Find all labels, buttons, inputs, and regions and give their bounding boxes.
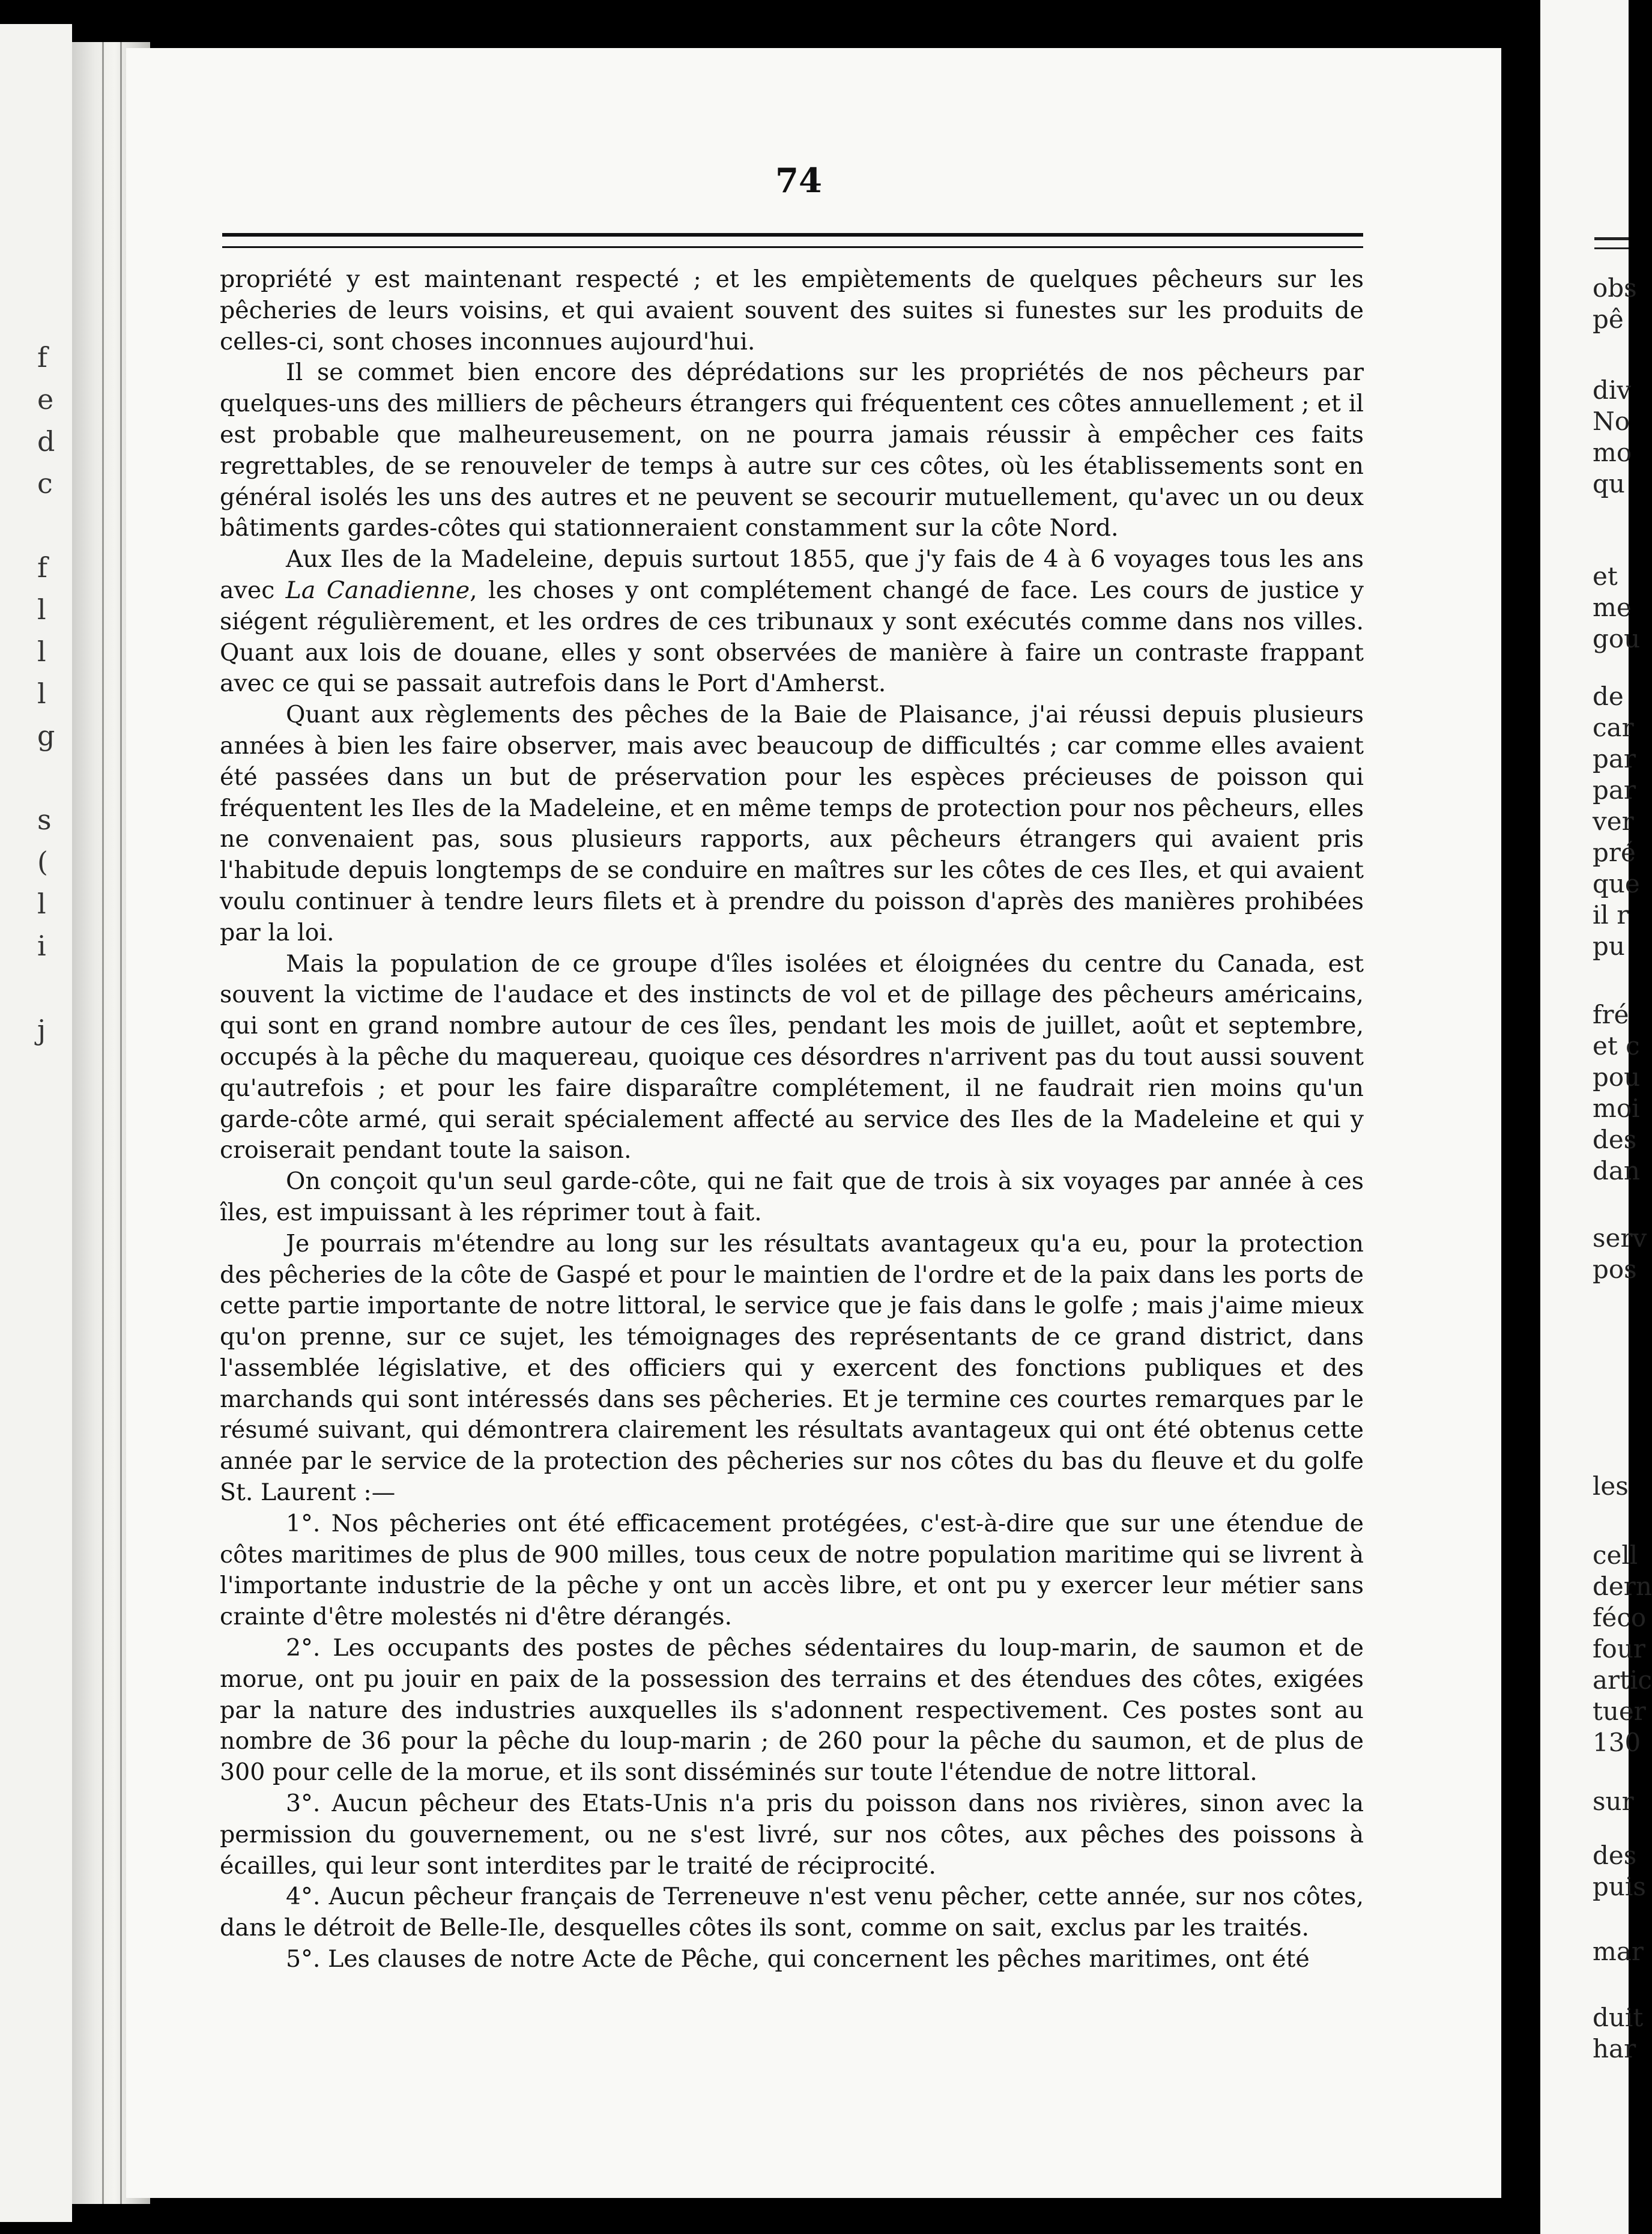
- margin-letter: f: [37, 341, 48, 374]
- right-margin-fragment: sur: [1593, 1787, 1634, 1816]
- right-margin-fragment: har: [1593, 2034, 1636, 2063]
- margin-letter: [37, 504, 67, 546]
- right-margin-fragment: ver: [1593, 807, 1634, 836]
- right-margin-fragment: pou: [1593, 1062, 1641, 1092]
- paragraph-madeleine: [220, 544, 1364, 700]
- list-item: 2°. Les occupants des postes de pêches sédentaires du loup-marin, de saumon et de morue, ont pu jouir en paix de la possession des terrains et des étendues des côtes, exigées par la nature des industries auxquelles ils s'adonnent respectivement. Ces postes sont au nombre de 36 pour la pêche du loup-marin ; de 260 pour la pêche du saumon, et de plus de 300 pour celle de la morue, et ils sont disséminés sur toute l'étendue de notre littoral.: [220, 1634, 1364, 1787]
- right-margin-fragment: car: [1593, 713, 1634, 742]
- margin-letter: l: [37, 593, 46, 626]
- right-margin-fragment: pré: [1593, 838, 1636, 867]
- right-margin-fragment: qu: [1593, 469, 1625, 498]
- right-margin-fragment: dern: [1593, 1572, 1652, 1601]
- right-margin-fragment: fré: [1593, 1000, 1629, 1029]
- right-margin-fragment: et: [1593, 562, 1618, 591]
- margin-letter: c: [37, 467, 53, 500]
- right-margin-fragment: div: [1593, 375, 1632, 405]
- body-text: [220, 264, 1364, 1975]
- paragraph: Quant aux règlements des pêches de la Baie de Plaisance, j'ai réussi depuis plusieurs années à bien les faire observer, mais avec beaucoup de difficultés ; car comme elles avaient été passées dans un but de préservation pour les espèces précieuses de poisson qui fréquentent les Iles de la Madeleine, et en même temps de protection pour nos pêcheurs, elles ne convenaient pas, sous plusieurs rapports, aux pêcheurs étrangers qui avaient pris l'habitude depuis longtemps de se conduire en maîtres sur les côtes de ces Iles, et qui avaient voulu continuer à tendre leurs filets et à prendre du poisson d'après des manières prohibées par la loi.: [220, 701, 1364, 946]
- right-margin-fragment: par: [1593, 775, 1636, 805]
- right-margin-fragment: dan: [1593, 1156, 1640, 1185]
- right-margin-fragment: mar: [1593, 1937, 1644, 1966]
- right-margin-fragment: pos: [1593, 1255, 1637, 1284]
- right-margin-fragment: pê: [1593, 304, 1624, 334]
- page-edge-line: [102, 42, 104, 2204]
- right-margin-fragment: artic: [1593, 1665, 1652, 1695]
- ship-name: La Canadienne: [285, 576, 470, 604]
- right-margin-fragment: me: [1593, 593, 1632, 622]
- list-item: 4°. Aucun pêcheur français de Terreneuve n'est venu pêcher, cette année, sur nos côtes, dans le détroit de Belle-Ile, desquelles côtes ils sont, comme on sait, exclus par les traités.: [220, 1883, 1364, 1942]
- margin-letter: [37, 967, 67, 1009]
- left-margin-fragments: [37, 336, 67, 1051]
- right-margin-fragment: mo: [1593, 438, 1632, 467]
- right-margin-fragment: les: [1593, 1471, 1629, 1501]
- margin-letter: l: [37, 677, 46, 710]
- paragraph-part: , les choses y ont complétement changé de face. Les cours de justice y siégent régulièrement, et les ordres de ces tribunaux y sont exécutés comme dans nos villes. Quant aux lois de douane, elles y sont observées de manière à faire un contraste frappant avec ce qui se passait autrefois dans le Port d'Amherst.: [220, 576, 1364, 698]
- margin-letter: [37, 757, 67, 799]
- right-page-rule: [1594, 237, 1629, 249]
- right-margin-fragment: il r: [1593, 900, 1629, 930]
- margin-letter: (: [37, 846, 48, 878]
- right-margin-fragment: four: [1593, 1634, 1645, 1663]
- margin-letter: l: [37, 888, 46, 920]
- header-double-rule: [222, 233, 1363, 248]
- right-margin-fragment: duit: [1593, 2003, 1644, 2032]
- margin-letter: l: [37, 635, 46, 668]
- paragraph: Je pourrais m'étendre au long sur les résultats avantageux qu'a eu, pour la protection des pêcheries de la côte de Gaspé et pour le maintien de l'ordre et de la paix dans les ports de cette partie importante de notre littoral, le service que je fais dans le golfe ; mais j'aime mieux qu'on prenne, sur ce sujet, les témoignages des représentants de ce grand district, dans l'assemblée législative, et des officiers qui y exercent des fonctions publiques et des marchands qui sont intéressés dans ses pêcheries. Et je termine ces courtes remarques par le résumé suivant, qui démontrera clairement les résultats avantageux qui ont été obtenus cette année par le service de la protection des pêcheries sur nos côtes du bas du fleuve et du golfe St. Laurent :—: [220, 1229, 1364, 1507]
- right-margin-fragment: des: [1593, 1125, 1637, 1154]
- paragraph-part: Aux Iles de la Madeleine, depuis surtout 1855, que j'y fais de 4 à 6 voyages tous les ans avec: [220, 545, 1364, 604]
- right-margin-fragment: gou: [1593, 624, 1641, 653]
- paragraph: propriété y est maintenant respecté ; et les empiètements de quelques pêcheurs sur les pêcheries de leurs voisins, et qui avaient souvent des suites si funestes sur les produits de celles-ci, sont choses inconnues aujourd'hui.: [220, 265, 1364, 356]
- right-margin-fragment: par: [1593, 744, 1636, 773]
- right-margin-fragment: obs: [1593, 273, 1637, 303]
- right-margin-fragment: des: [1593, 1841, 1637, 1870]
- right-margin-fragment: puis: [1593, 1872, 1646, 1901]
- paragraph: Il se commet bien encore des déprédations sur les propriétés de nos pêcheurs par quelques-uns des milliers de pêcheurs étrangers qui fréquentent ces côtes annuellement ; et il est probable que malheureusement, on ne pourra jamais réussir à empêcher ces faits regrettables, de se renouveler de temps à autre sur ces côtes, où les établissements sont en général isolés les uns des autres et ne peuvent se secourir mutuellement, qu'avec un ou deux bâtiments gardes-côtes qui stationneraient constamment sur la côte Nord.: [220, 359, 1364, 542]
- right-margin-fragment: féco: [1593, 1603, 1647, 1632]
- right-margin-fragment: moi: [1593, 1094, 1640, 1123]
- margin-letter: s: [37, 804, 52, 836]
- margin-letter: j: [37, 1014, 46, 1046]
- right-margin-fragment: 130: [1593, 1728, 1641, 1757]
- right-margin-fragment: cell: [1593, 1540, 1638, 1570]
- right-margin-fragment: No: [1593, 407, 1630, 436]
- page-edge-line: [120, 42, 122, 2204]
- margin-letter: i: [37, 930, 46, 962]
- margin-letter: f: [37, 551, 48, 584]
- right-margin-fragment: pu: [1593, 931, 1625, 961]
- right-margin-fragment: de: [1593, 682, 1624, 711]
- list-item: 3°. Aucun pêcheur des Etats-Unis n'a pris du poisson dans nos rivières, sinon avec la permission du gouvernement, ou ne s'est livré, sur nos côtes, aux pêches des poissons à écailles, qui leur sont interdites par le traité de réciprocité.: [220, 1790, 1364, 1880]
- list-item: 5°. Les clauses de notre Acte de Pêche, qui concernent les pêches maritimes, ont été: [286, 1945, 1310, 1973]
- margin-letter: g: [37, 719, 55, 752]
- paragraph: On conçoit qu'un seul garde-côte, qui ne fait que de trois à six voyages par année à ces îles, est impuissant à les réprimer tout à fait.: [220, 1167, 1364, 1226]
- margin-letter: e: [37, 383, 54, 416]
- paragraph: Mais la population de ce groupe d'îles isolées et éloignées du centre du Canada, est souvent la victime de l'audace et des instincts de vol et de pillage des pêcheurs américains, qui sont en grand nombre autour de ces îles, pendant les mois de juillet, août et septembre, occupés à la pêche du maquereau, quoique ces désordres n'arrivent pas du tout aussi souvent qu'autrefois ; et pour les faire disparaître complétement, il ne faudrait rien moins qu'un garde-côte armé, qui serait spécialement affecté au service des Iles de la Madeleine et qui y croiserait pendant toute la saison.: [220, 949, 1364, 1164]
- page-number: 74: [775, 161, 822, 201]
- right-margin-fragment: tuer: [1593, 1697, 1646, 1726]
- margin-letter: d: [37, 425, 55, 458]
- right-margin-fragment: et c: [1593, 1031, 1640, 1061]
- right-margin-fragment: serv: [1593, 1223, 1647, 1253]
- right-margin-fragment: que: [1593, 869, 1640, 898]
- list-item: 1°. Nos pêcheries ont été efficacement protégées, c'est-à-dire que sur une étendue de côtes maritimes de plus de 900 milles, tous ceux de notre population maritime qui se livrent à l'importante industrie de la pêche y ont un accès libre, et ont pu y exercer leur métier sans crainte d'être molestés ni d'être dérangés.: [220, 1509, 1364, 1631]
